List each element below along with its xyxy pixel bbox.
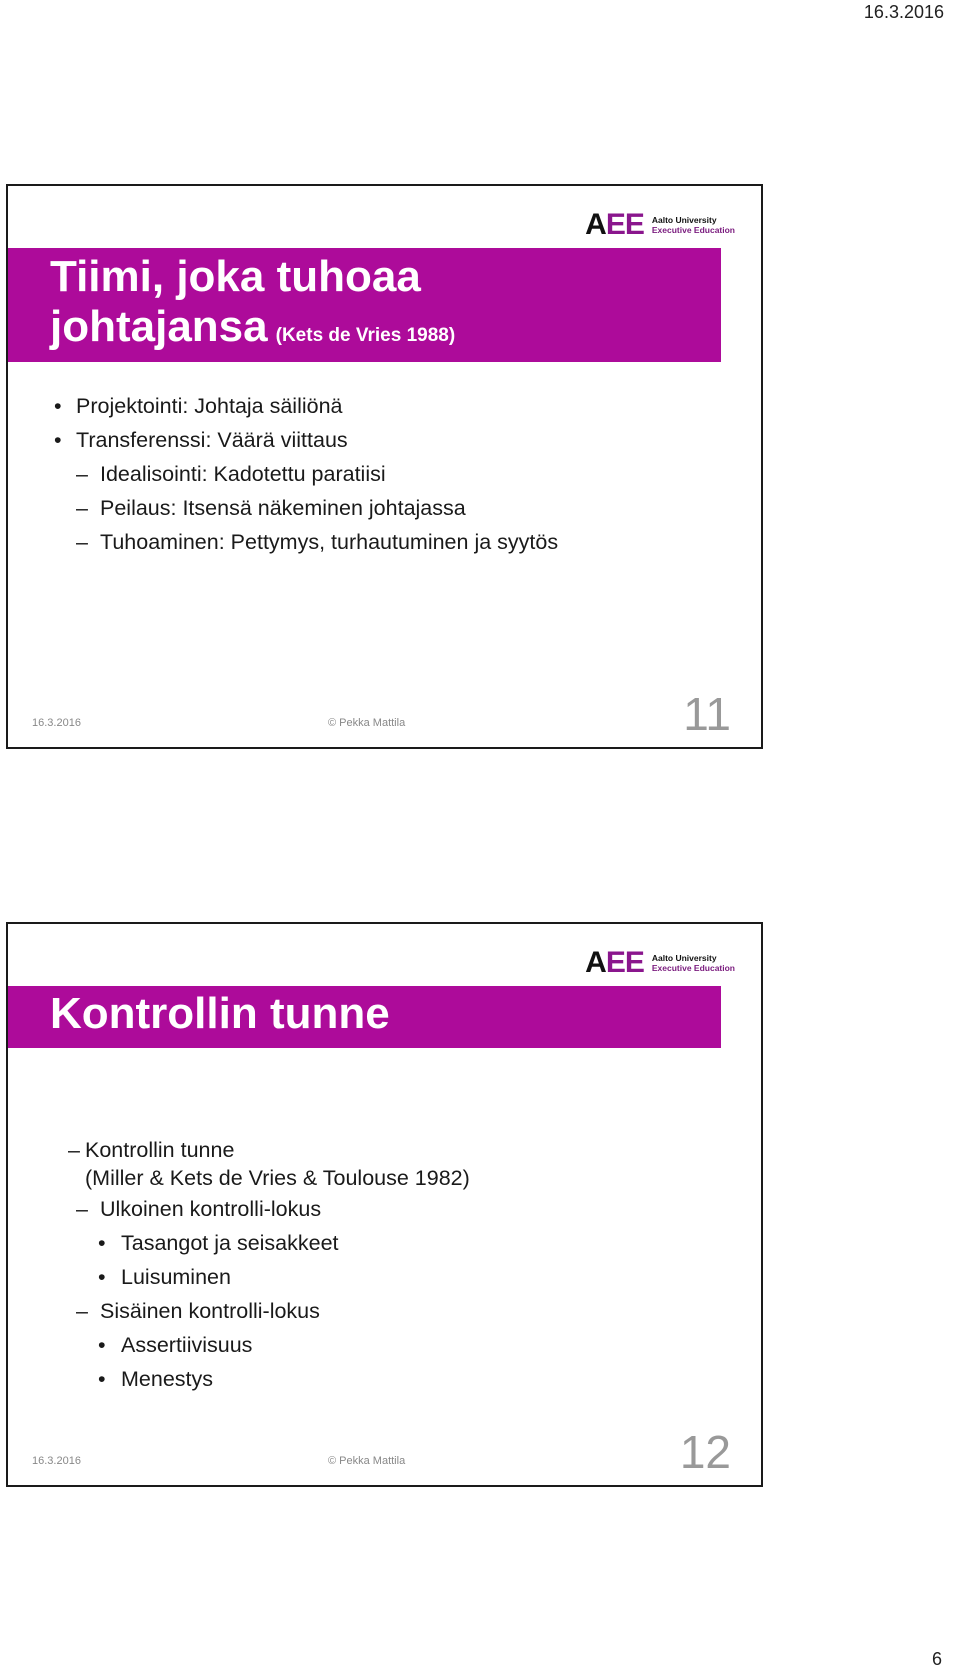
list-item: • Luisuminen: [98, 1265, 231, 1289]
list-item: – Idealisointi: Kadotettu paratiisi: [76, 462, 386, 486]
list-item: – Tuhoaminen: Pettymys, turhautuminen ja syytös: [76, 530, 559, 554]
logo-text: Aalto University Executive Education: [651, 215, 735, 235]
list-item: – Sisäinen kontrolli-lokus: [76, 1299, 320, 1323]
slide-number: 12: [679, 1426, 731, 1478]
list-item: • Assertiivisuus: [98, 1333, 253, 1357]
list-item: – Ulkoinen kontrolli-lokus: [76, 1197, 322, 1221]
aalto-logo: [585, 948, 735, 978]
slide-content: [8, 1136, 761, 1396]
logo-text: Aalto University Executive Education: [651, 953, 735, 973]
slide-title-bar: [8, 986, 721, 1048]
page-number: 6: [931, 1649, 942, 1669]
slide-title-line-1: Tiimi, joka tuhoaa: [50, 252, 421, 301]
slide-12: [6, 922, 763, 1487]
slide-title-bar: [8, 248, 721, 362]
slide-footer-date: 16.3.2016: [32, 1455, 81, 1467]
title-citation: (Kets de Vries 1988): [275, 325, 456, 346]
aee-logo-mark: AEE: [585, 208, 644, 241]
list-item: • Transferenssi: Väärä viittaus: [54, 428, 348, 452]
slide-11: [6, 184, 763, 749]
page-header-date: 16.3.2016: [863, 2, 944, 22]
aalto-logo: [585, 210, 735, 240]
aee-logo-mark: AEE: [585, 946, 644, 979]
slide-footer-date: 16.3.2016: [32, 717, 81, 729]
slide-number: 11: [683, 688, 731, 740]
list-item: • Tasangot ja seisakkeet: [98, 1231, 339, 1255]
slide-title: Kontrollin tunne: [50, 989, 390, 1038]
list-item: – Peilaus: Itsensä näkeminen johtajassa: [76, 496, 466, 520]
slide-footer-copyright: © Pekka Mattila: [328, 1455, 406, 1467]
list-item-continuation: (Miller & Kets de Vries & Toulouse 1982): [85, 1166, 470, 1190]
slide-title-line-2: johtajansa (Kets de Vries 1988): [50, 302, 456, 351]
list-item: – Kontrollin tunne: [68, 1138, 235, 1162]
list-item: • Menestys: [98, 1367, 214, 1391]
list-item: • Projektointi: Johtaja säiliönä: [54, 394, 343, 418]
slide-content: [8, 389, 761, 559]
slide-footer-copyright: © Pekka Mattila: [328, 717, 406, 729]
